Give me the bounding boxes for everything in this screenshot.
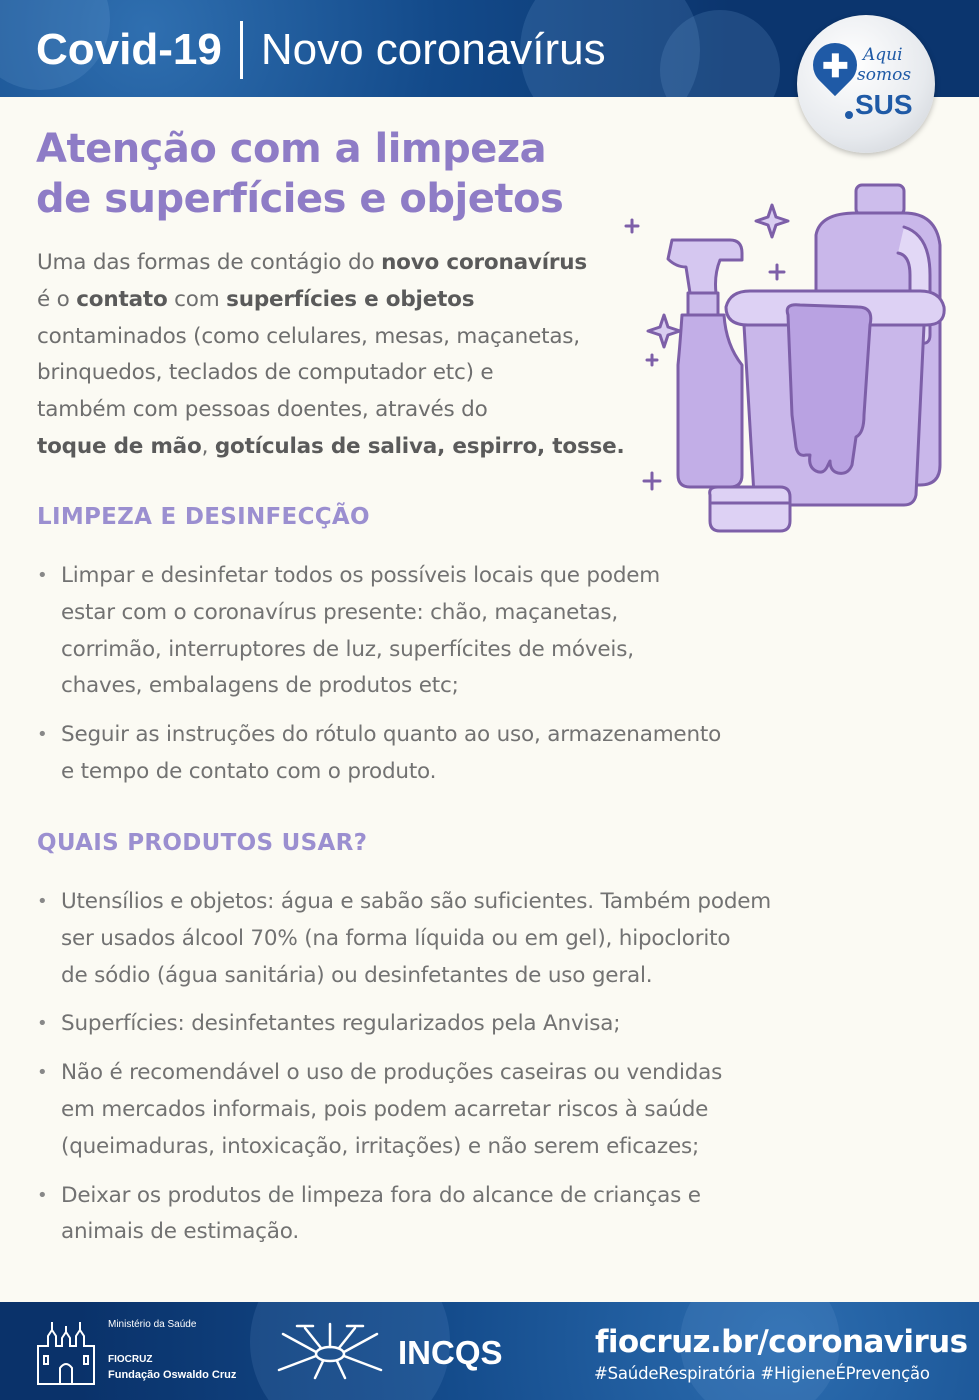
sparkle-icon bbox=[626, 220, 638, 232]
spray-head bbox=[668, 240, 742, 293]
spray-neck bbox=[688, 293, 718, 315]
incqs-text: INCQS bbox=[398, 1334, 503, 1371]
list-item: • Não é recomendável o uso de produções caseiras ou vendidas em mercados informais, pois podem acarretar riscos à saúde (queimaduras, intoxicação, irritações) e não serem eficazes; bbox=[37, 1055, 877, 1165]
page-title bbox=[36, 124, 656, 224]
footer-bar bbox=[0, 1302, 979, 1400]
sponge bbox=[710, 487, 790, 531]
sparkle-icon bbox=[647, 355, 657, 365]
sparkle-icon bbox=[770, 265, 784, 279]
header-title-rest: Novo coronavírus bbox=[260, 25, 606, 74]
sparkle-icon bbox=[756, 205, 788, 237]
list-item: • Limpar e desinfetar todos os possíveis locais que podem estar com o coronavírus presente: chão, maçanetas, corrimão, interruptores de luz, superfícites de móveis, chaves, embalagens de produtos etc; bbox=[37, 558, 877, 705]
badge-dot bbox=[845, 111, 853, 119]
sparkle-icon bbox=[648, 315, 680, 347]
intro-text: brinquedos, teclados de computador etc) e bbox=[37, 360, 494, 386]
limpeza-list bbox=[37, 558, 877, 791]
list-item: • Utensílios e objetos: água e sabão são suficientes. Também podem ser usados álcool 70% (na forma líquida ou em gel), hipoclorito de sódio (água sanitária) ou desinfetantes de uso geral. bbox=[37, 884, 877, 994]
page-title-line2: de superfícies e objetos bbox=[36, 176, 564, 222]
header-title bbox=[36, 22, 606, 78]
produtos-list bbox=[37, 884, 877, 1251]
page-title-line1: Atenção com a limpeza bbox=[36, 126, 547, 172]
badge-line3: SUS bbox=[855, 89, 913, 120]
intro-text: , bbox=[201, 433, 215, 459]
list-item: • Seguir as instruções do rótulo quanto ao uso, armazenamento e tempo de contato com o produto. bbox=[37, 717, 877, 791]
intro-bold: contato bbox=[76, 286, 168, 312]
intro-text: é o bbox=[37, 286, 77, 312]
list-item: • Superfícies: desinfetantes regularizados pela Anvisa; bbox=[37, 1006, 877, 1043]
sus-badge bbox=[797, 15, 935, 153]
badge-line2: somos bbox=[857, 65, 912, 85]
hashtags-text: #SaúdeRespiratória #HigieneÉPrevenção bbox=[594, 1364, 930, 1383]
fiocruz-text: FIOCRUZ bbox=[108, 1354, 153, 1365]
spray-body bbox=[678, 315, 742, 487]
intro-text: com bbox=[167, 286, 227, 312]
header-separator bbox=[240, 21, 243, 79]
jug-cap bbox=[856, 185, 904, 215]
list-item: • Deixar os produtos de limpeza fora do alcance de crianças e animais de estimação. bbox=[37, 1178, 877, 1252]
intro-bold: novo coronavírus bbox=[381, 250, 588, 275]
intro-bold: toque de mão bbox=[37, 433, 202, 459]
cleaning-products-illustration bbox=[620, 165, 950, 540]
sparkle-icon bbox=[644, 473, 660, 489]
section-heading-limpeza: LIMPEZA E DESINFECÇÃO bbox=[37, 504, 370, 530]
ministry-text: Ministério da Saúde bbox=[108, 1319, 197, 1330]
fundacao-text: Fundação Oswaldo Cruz bbox=[108, 1369, 237, 1381]
intro-text: contaminados (como celulares, mesas, maçanetas, bbox=[37, 323, 580, 349]
badge-line1: Aqui bbox=[863, 45, 903, 65]
header-title-bold: Covid-19 bbox=[36, 25, 222, 74]
fiocruz-castle-icon bbox=[34, 1316, 98, 1386]
section-heading-produtos: QUAIS PRODUTOS USAR? bbox=[37, 830, 368, 856]
fiocruz-url-link[interactable]: fiocruz.br/coronavirus bbox=[595, 1324, 968, 1360]
intro-paragraph bbox=[37, 245, 657, 466]
intro-text: Uma das formas de contágio do bbox=[37, 250, 382, 275]
intro-bold: gotículas de saliva, espirro, tosse. bbox=[214, 433, 625, 459]
intro-bold: superfícies e objetos bbox=[226, 286, 475, 312]
incqs-logo-icon bbox=[275, 1322, 385, 1382]
intro-text: também com pessoas doentes, através do bbox=[37, 397, 488, 423]
